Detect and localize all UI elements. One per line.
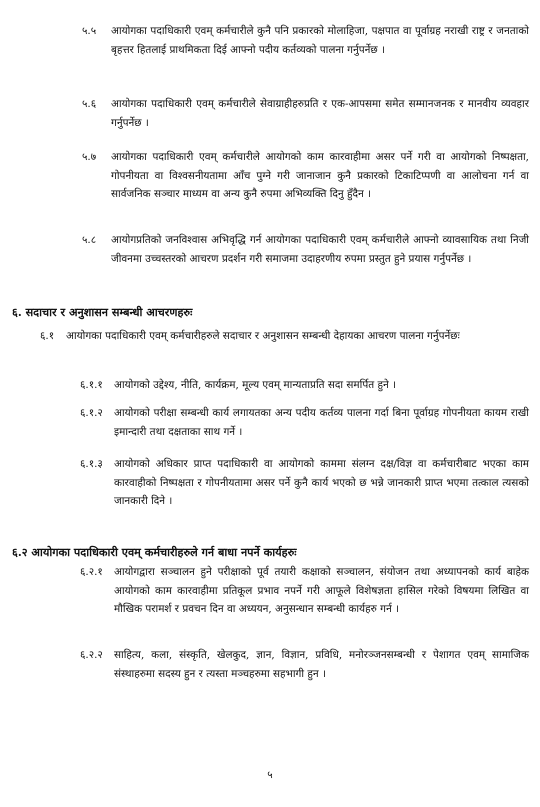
clause-number: ६.२.२ xyxy=(80,649,103,661)
section-heading: ६.२ आयोगका पदाधिकारी एवम् कर्मचारीहरुले गर्न बाधा नपर्ने कार्यहरुः xyxy=(12,545,297,559)
clause-number: ६.१.२ xyxy=(80,407,103,419)
clause-number: ६.२.१ xyxy=(80,566,103,578)
page-number: ५ xyxy=(267,769,273,781)
clause-text: आयोगका पदाधिकारी एवम् कर्मचारीहरुले सदाचार र अनुशासन सम्बन्धी देहायका आचरण पालना गर्नुपर्नेछः xyxy=(66,330,460,342)
clause-text: आयोगका पदाधिकारी एवम् कर्मचारीले कुनै पनि प्रकारको मोलाहिजा, पक्षपात वा पूर्वाग्रह नराखी राष्ट्र र जनताको बृहत्तर हितलाई प्राथमिकता दिई आफ्नो पदीय कर्तव्यको पालना गर्नुपर्नेछ । xyxy=(111,25,529,56)
clause-number: ६.१.१ xyxy=(80,379,103,391)
clause-text: आयोगका पदाधिकारी एवम् कर्मचारीले सेवाग्राहीहरुप्रति र एक-आपसमा समेत सम्मानजनक र मानवीय व्यवहार गर्नुपर्नेछ । xyxy=(111,98,529,129)
clause-number: ५.७ xyxy=(82,151,97,163)
clause-number: ६.१ xyxy=(40,330,55,342)
clause-text: आयोगको अधिकार प्राप्त पदाधिकारी वा आयोगको काममा संलग्न दक्ष/विज्ञ वा कर्मचारीबाट भएका काम कारवाहीको निष्पक्षता र गोपनीयतामा असर पर्ने कुनै कार्य भएको छ भन्ने जानकारी प्राप्त भएमा तत्काल त्यसको जानकारी दिने । xyxy=(114,458,529,508)
clause-number: ५.६ xyxy=(82,98,97,110)
clause-number: ५.८ xyxy=(82,234,97,246)
clause-text: आयोगप्रतिको जनविश्वास अभिवृद्धि गर्न आयोगका पदाधिकारी एवम् कर्मचारीले आफ्नो व्यावसायिक तथा निजी जीवनमा उच्चस्तरको आचरण प्रदर्शन गरी समाजमा उदाहरणीय रुपमा प्रस्तुत हुने प्रयास गर्नुपर्नेछ । xyxy=(111,234,529,265)
clause-text: आयोगको परीक्षा सम्बन्धी कार्य लगायतका अन्य पदीय कर्तव्य पालना गर्दा बिना पूर्वाग्रह गोपनीयता कायम राखी इमान्दारी तथा दक्षताका साथ गर्ने । xyxy=(114,407,529,438)
clause-number: ६.१.३ xyxy=(80,458,103,470)
clause-text: साहित्य, कला, संस्कृति, खेलकुद, ज्ञान, विज्ञान, प्रविधि, मनोरञ्जनसम्बन्धी र पेशागत एवम् सामाजिक संस्थाहरुमा सदस्य हुन र त्यस्ता मञ्चहरुमा सहभागी हुन । xyxy=(114,649,529,680)
clause-text: आयोगको उद्देश्य, नीति, कार्यक्रम, मूल्य एवम् मान्यताप्रति सदा समर्पित हुने । xyxy=(114,379,396,391)
section-heading: ६. सदाचार र अनुशासन सम्बन्धी आचरणहरुः xyxy=(12,305,193,319)
clause-text: आयोगका पदाधिकारी एवम् कर्मचारीले आयोगको काम कारवाहीमा असर पर्ने गरी वा आयोगको निष्पक्षता, गोपनीयता वा विश्वसनीयतामा आँच पुग्ने गरी जानाजान कुनै प्रकारको टिकाटिप्पणी वा आलोचना गर्न वा सार्वजनिक सञ्चार माध्यम वा अन्य कुनै रुपमा अभिव्यक्ति दिनु हुँदैन । xyxy=(111,151,529,201)
clause-number: ५.५ xyxy=(82,25,97,37)
clause-text: आयोगद्वारा सञ्चालन हुने परीक्षाको पूर्व तयारी कक्षाको सञ्चालन, संयोजन तथा अध्यापनको कार्य बाहेक आयोगको काम कारवाहीमा प्रतिकूल प्रभाव नपर्ने गरी आफूले विशेषज्ञता हासिल गरेको विषयमा लिखित वा मौखिक परामर्श र प्रवचन दिन वा अध्ययन, अनुसन्धान सम्बन्धी कार्यहरु गर्न । xyxy=(114,566,529,616)
